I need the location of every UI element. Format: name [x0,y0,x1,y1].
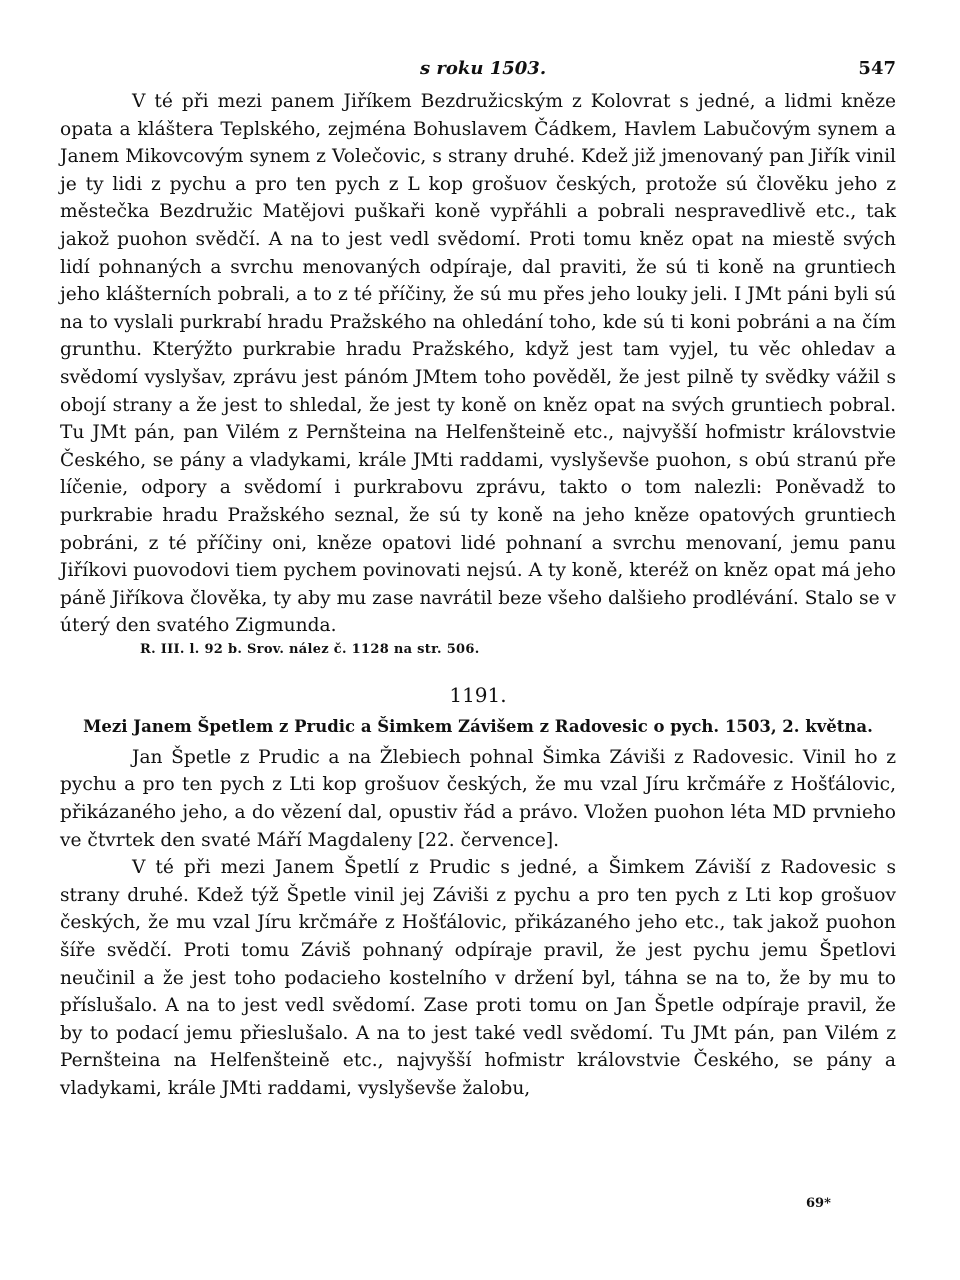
running-head-title: s roku 1503. [420,58,547,79]
entry-number: 1191. [449,682,507,707]
paragraph: V té při mezi panem Jiříkem Bezdružicským z Kolovrat s jedné, a lidmi kněze opata a kláštera Teplského, zejména Bohuslavem Čádkem, Havlem Labučovým synem a Janem Mikovcovým synem z Volečovic, s strany druhé. Kdež již jmenovaný pan Jiřík vinil je ty lidi z pychu a pro ten pych z L kop grošuov českých, protože sú člověku jeho z městečka Bezdružic Matějovi puškaři koně vypřáhli a pobrali nespravedlivě etc., tak jakož puohon svědčí. A na to jest vedl svědomí. Proti tomu kněz opat na miestě svých lidí pohnaných a svrchu menovaných odpíraje, dal praviti, že sú ti koně na gruntiech jeho klášterních pobrali, a to z té příčiny, že sú mu přes jeho louky jeli. I JMt páni byli sú na to vyslali purkrabí hradu Pražského na ohledání toho, kde sú ti koni pobráni a na čím grunthu. Kterýžto purkrabie hradu Pražského, když jest tam vyjel, tu věc ohledav a svědomí vyslyšav, zprávu jest pánóm JMtem toho pověděl, že jest pilně ty svědky vážil s obojí strany a že jest to shledal, že jest ty koně on kněz opat na svých gruntiech pobral. Tu JMt pán, pan Vilém z Pernšteina na Helfenšteině etc., najvyšší hofmistr královstvie Českého, se pány a vladykami, krále JMti raddami, vyslyševše puohon, s obú stranú pře líčenie, odpory a svědomí i purkrabovu zprávu, takto o tom nalezli: Poněvadž to purkrabie hradu Pražského seznal, že sú ty koně na jeho kněze opatových gruntiech pobráni, z té příčiny oni, kněze opatovi lidé pohnaní a svrchu menovaní, jemu panu Jiříkovi puovodovi tiem pychem povinovati nejsú. A ty koně, kteréž on kněz opat má jeho páně Jiříkova člověka, ty aby mu zase navrátil beze všeho dalšieho prodlévání. Stalo se v úterý den svatého Zigmunda. [60,91,897,637]
source-reference: R. III. l. 92 b. Srov. nález č. 1128 na str. 506. [140,641,480,657]
page-number: 547 [858,58,896,79]
page-content [60,54,896,1103]
paragraph: Jan Špetle z Prudic a na Žlebiech pohnal Šimka Záviši z Radovesic. Vinil ho z pychu a pro ten pych z Lti kop grošuov českých, že mu vzal Jíru krčmáře z Hošťálovic, přikázaného jeho, a do vězení dal, opustiv řád a právo. Vložen puohon léta MD prvnieho ve čtvrtek den svaté Máří Magdaleny [22. července]. [60,746,896,851]
paragraph: V té při mezi Janem Špetlí z Prudic s jedné, a Šimkem Záviší z Radovesic s strany druhé. Kdež týž Špetle vinil jej Záviši z pychu a pro ten pych z Lti kop grošuov českých, že mu vzal Jíru krčmáře z Hošťálovic, přikázaného jeho etc., tak jakož puohon šíře svědčí. Proti tomu Záviš pohnaný odpíraje pravil, že jest pychu jemu Špetlovi neučinil a že jest toho podacieho kostelního v držení byl, táhna se na to, že by mu to příslušalo. A na to jest vedl svědomí. Zase proti tomu on Jan Špetle odpíraje pravil, že by to podací jemu přieslušalo. A na to jest také vedl svědomí. Tu JMt pán, pan Vilém z Pernšteina na Helfenšteině etc., najvyšší hofmistr královstvie Českého, se pány a vladykami, krále JMti raddami, vyslyševše žalobu, [60,857,896,1099]
running-head [60,54,896,88]
signature-mark: 69* [806,1196,831,1211]
entry-heading: Mezi Janem Špetlem z Prudic a Šimkem Závišem z Radovesic o pych. 1503, 2. května. [83,716,873,736]
